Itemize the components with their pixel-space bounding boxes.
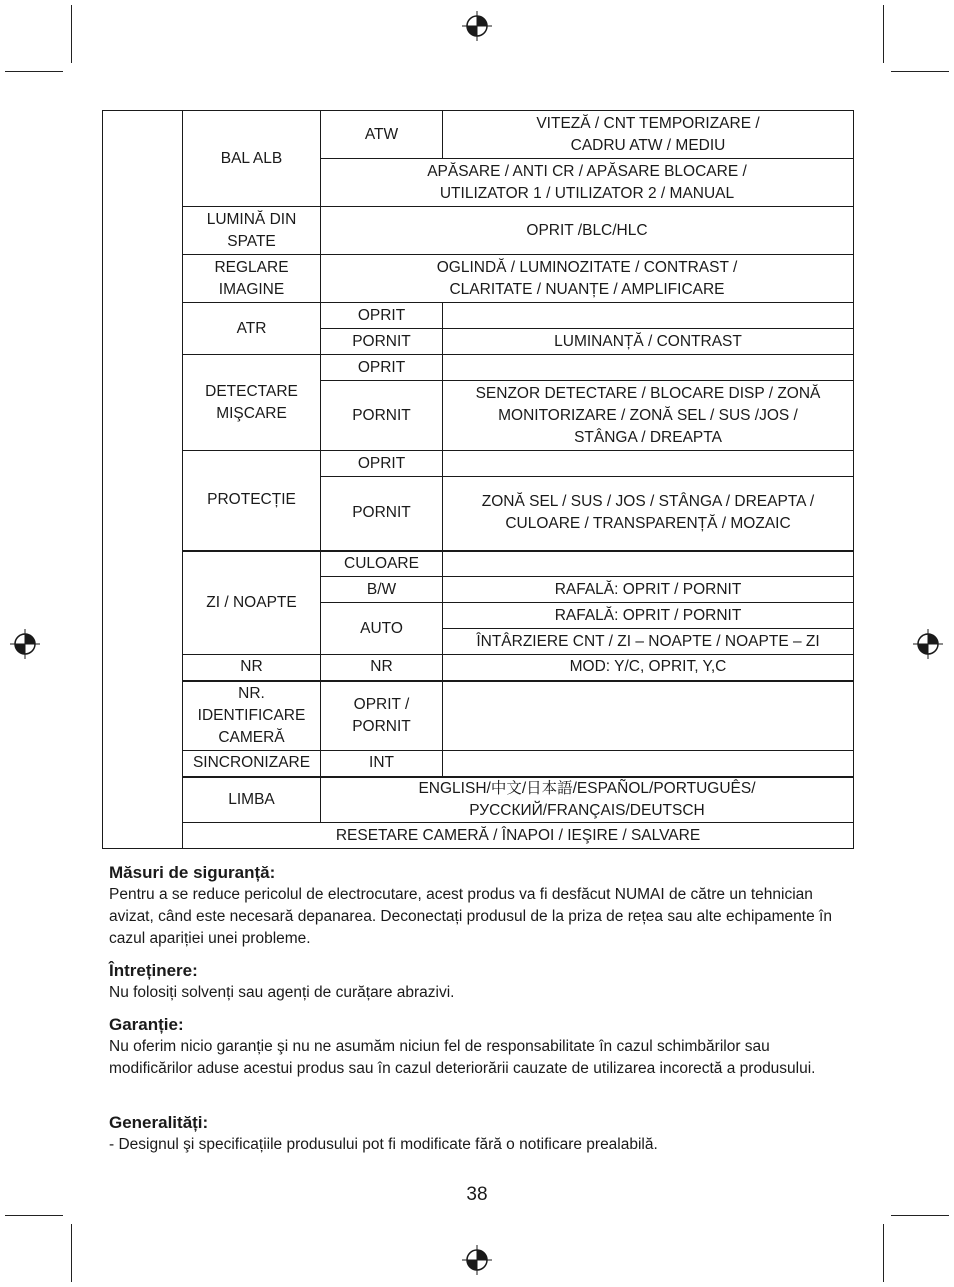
table-cell-atr-options: LUMINANȚĂ / CONTRAST bbox=[443, 329, 854, 355]
table-cell-nr-identificare: NR. IDENTIFICARE CAMERĂ bbox=[183, 681, 321, 751]
table-cell-bw-rafala: RAFALĂ: OPRIT / PORNIT bbox=[443, 577, 854, 603]
table-cell-reglare-options: OGLINDĂ / LUMINOZITATE / CONTRAST / CLARITATE / NUANȚE / AMPLIFICARE bbox=[321, 255, 854, 303]
table-cell-empty bbox=[443, 751, 854, 777]
table-cell-protectie-oprit: OPRIT bbox=[321, 451, 443, 477]
crop-mark bbox=[5, 1215, 63, 1216]
crop-mark bbox=[891, 1215, 949, 1216]
table-cell-intarziere: ÎNTÂRZIERE CNT / ZI – NOAPTE / NOAPTE – ZI bbox=[443, 629, 854, 655]
table-cell-reglare-imagine: REGLARE IMAGINE bbox=[183, 255, 321, 303]
registration-mark-icon bbox=[913, 629, 943, 659]
table-cell-auto-rafala: RAFALĂ: OPRIT / PORNIT bbox=[443, 603, 854, 629]
table-cell-atr: ATR bbox=[183, 303, 321, 355]
section-maintenance bbox=[109, 960, 849, 1004]
table-cell-detectare-miscare: DETECTARE MIŞCARE bbox=[183, 355, 321, 451]
table-cell-nr: NR bbox=[183, 655, 321, 681]
registration-mark-icon bbox=[10, 629, 40, 659]
osd-menu-table bbox=[102, 110, 854, 849]
table-cell-bw: B/W bbox=[321, 577, 443, 603]
table-cell-protectie-pornit: PORNIT bbox=[321, 477, 443, 551]
section-title: Garanție: bbox=[109, 1015, 184, 1034]
crop-mark bbox=[71, 1224, 72, 1282]
table-cell-oprit-pornit: OPRIT / PORNIT bbox=[321, 681, 443, 751]
page-number: 38 bbox=[466, 1184, 488, 1205]
section-general bbox=[109, 1112, 849, 1156]
table-cell-bal-alb: BAL ALB bbox=[183, 111, 321, 207]
table-cell-limba-options: ENGLISH/中文/日本語/ESPAÑOL/PORTUGUÊS/ РУССКИЙ/FRANÇAIS/DEUTSCH bbox=[321, 777, 854, 823]
section-body: Nu oferim nicio garanție şi nu ne asumăm niciun fel de responsabilitate în cazul schimbărilor sau modificărilor aduse acestui produs sau în cazul deteriorării cauzate de utilizarea incorectă a produsului. bbox=[109, 1038, 816, 1077]
table-cell-atw: ATW bbox=[321, 111, 443, 159]
table-cell-protectie-options: ZONĂ SEL / SUS / JOS / STÂNGA / DREAPTA / CULOARE / TRANSPARENȚĂ / MOZAIC bbox=[443, 477, 854, 551]
table-side-column bbox=[103, 111, 183, 849]
section-title: Generalități: bbox=[109, 1113, 209, 1132]
table-cell-empty bbox=[443, 355, 854, 381]
table-cell-nr-options: MOD: Y/C, OPRIT, Y,C bbox=[443, 655, 854, 681]
section-warranty bbox=[109, 1014, 849, 1080]
table-cell-lumina-din-spate: LUMINĂ DIN SPATE bbox=[183, 207, 321, 255]
table-cell-auto: AUTO bbox=[321, 603, 443, 655]
crop-mark bbox=[883, 1224, 884, 1282]
section-title: Măsuri de siguranță: bbox=[109, 863, 276, 882]
registration-mark-icon bbox=[462, 11, 492, 41]
table-cell-bal-alb-options: APĂSARE / ANTI CR / APĂSARE BLOCARE / UTILIZATOR 1 / UTILIZATOR 2 / MANUAL bbox=[321, 159, 854, 207]
table-cell-protectie: PROTECȚIE bbox=[183, 451, 321, 551]
registration-mark-icon bbox=[462, 1245, 492, 1275]
table-cell-nr-sub: NR bbox=[321, 655, 443, 681]
table-cell-int: INT bbox=[321, 751, 443, 777]
table-cell-atr-pornit: PORNIT bbox=[321, 329, 443, 355]
table-cell-detectare-oprit: OPRIT bbox=[321, 355, 443, 381]
table-cell-culoare: CULOARE bbox=[321, 551, 443, 577]
table-cell-empty bbox=[443, 451, 854, 477]
crop-mark bbox=[883, 5, 884, 63]
section-safety bbox=[109, 862, 849, 950]
table-cell-resetare: RESETARE CAMERĂ / ÎNAPOI / IEŞIRE / SALVARE bbox=[183, 823, 854, 849]
crop-mark bbox=[891, 71, 949, 72]
section-body: Nu folosiți solvenți sau agenți de curățare abrazivi. bbox=[109, 984, 455, 1001]
table-cell-atr-oprit: OPRIT bbox=[321, 303, 443, 329]
table-cell-empty bbox=[443, 551, 854, 577]
table-cell-limba: LIMBA bbox=[183, 777, 321, 823]
table-cell-lumina-options: OPRIT /BLC/HLC bbox=[321, 207, 854, 255]
table-cell-sincronizare: SINCRONIZARE bbox=[183, 751, 321, 777]
table-cell-empty bbox=[443, 681, 854, 751]
table-cell-empty bbox=[443, 303, 854, 329]
table-cell-detectare-pornit: PORNIT bbox=[321, 381, 443, 451]
section-body: - Designul şi specificațiile produsului pot fi modificate fără o notificare prealabilă. bbox=[109, 1136, 658, 1153]
section-body: Pentru a se reduce pericolul de electrocutare, acest produs va fi desfăcut NUMAI de către un tehnician avizat, când este necesară depanarea. Deconectați produsul de la priza de rețea sau alte echipamente în cazul apariției unei probleme. bbox=[109, 886, 832, 947]
table-cell-detectare-options: SENZOR DETECTARE / BLOCARE DISP / ZONĂ MONITORIZARE / ZONĂ SEL / SUS /JOS / STÂNGA / DREAPTA bbox=[443, 381, 854, 451]
section-title: Întreținere: bbox=[109, 961, 198, 980]
table-cell-atw-options: VITEZĂ / CNT TEMPORIZARE / CADRU ATW / MEDIU bbox=[443, 111, 854, 159]
table-cell-zi-noapte: ZI / NOAPTE bbox=[183, 551, 321, 655]
crop-mark bbox=[5, 71, 63, 72]
crop-mark bbox=[71, 5, 72, 63]
